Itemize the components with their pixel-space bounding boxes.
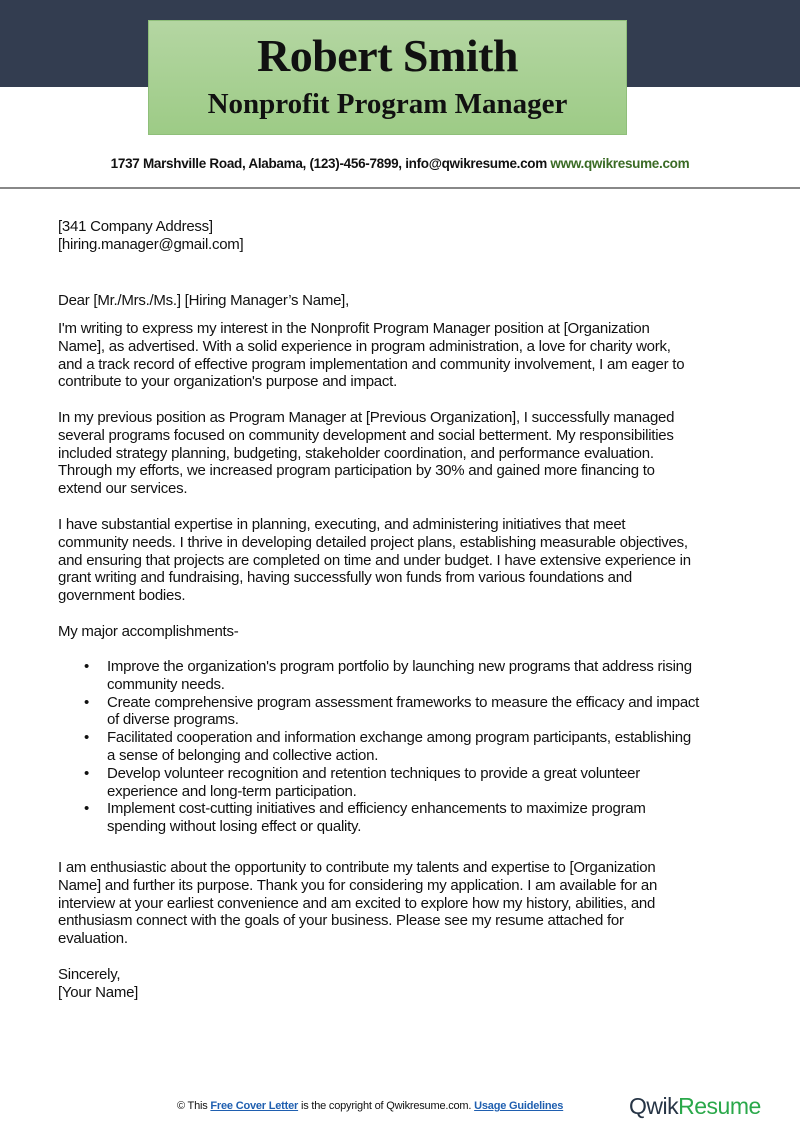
text-line: Through my efforts, we increased program participation by 30% and gained more financing to [58, 462, 655, 480]
text-line: [Your Name] [58, 983, 139, 1001]
text-line: a sense of belonging and collective action. [107, 746, 379, 764]
list-item [58, 765, 699, 801]
bullet-icon: • [84, 800, 90, 818]
bullet-icon: • [84, 764, 90, 782]
text-line: and a track record of effective program implementation and community involvement, I am eager to [58, 355, 685, 373]
accomplishments-heading [58, 623, 238, 641]
text-line: [hiring.manager@gmail.com] [58, 235, 244, 253]
usage-guidelines-link[interactable]: Usage Guidelines [474, 1100, 564, 1112]
contact-info: 1737 Marshville Road, Alabama, (123)-456-7899, info@qwikresume.com [110, 156, 547, 171]
footer-middle: is the copyright of Qwikresume.com. [298, 1100, 475, 1112]
recipient-block [58, 218, 243, 254]
candidate-name: Robert Smith [256, 30, 519, 81]
text-line: several programs focused on community development and social betterment. My responsibilities [58, 426, 674, 444]
text-line: In my previous position as Program Manager at [Previous Organization], I successfully managed [58, 409, 675, 426]
text-line: Implement cost-cutting initiatives and efficiency enhancements to maximize program [107, 800, 646, 818]
text-line: I'm writing to express my interest in the Nonprofit Program Manager position at [Organization [58, 320, 650, 337]
text-line: government bodies. [58, 587, 186, 605]
salutation [58, 292, 349, 310]
free-cover-letter-link[interactable]: Free Cover Letter [210, 1100, 299, 1112]
text-line: Improve the organization's program portfolio by launching new programs that address rising [107, 658, 692, 675]
bullet-icon: • [84, 658, 90, 675]
footer [177, 1100, 563, 1112]
bullet-icon: • [84, 693, 90, 711]
list-item [58, 729, 699, 765]
text-line: experience and long-term participation. [107, 782, 357, 800]
footer-prefix: © This [177, 1100, 211, 1112]
text-line: Dear [Mr./Mrs./Ms.] [Hiring Manager’s Name], [58, 292, 350, 309]
paragraph-1 [58, 320, 684, 391]
qwikresume-logo [629, 1093, 761, 1120]
text-line: Facilitated cooperation and information exchange among program participants, establishing [107, 729, 691, 747]
logo-part-2: Resume [678, 1093, 761, 1119]
text-line: community needs. [107, 675, 225, 693]
text-line: I am enthusiastic about the opportunity to contribute my talents and expertise to [Organization [58, 859, 656, 876]
job-title: Nonprofit Program Manager [207, 88, 568, 120]
text-line: I have substantial expertise in planning, executing, and administering initiatives that meet [58, 516, 626, 533]
text-line: enthusiasm connect with the goals of your business. Please see my resume attached for [58, 912, 624, 930]
text-line: Name] and further its purpose. Thank you for considering my application. I am available for an [58, 876, 658, 894]
paragraph-3 [58, 516, 691, 605]
text-line: Sincerely, [58, 966, 121, 983]
list-item [58, 658, 699, 694]
text-line: interview at your earliest convenience and am excited to explore how my history, abilities, and [58, 894, 656, 912]
text-line: evaluation. [58, 930, 128, 948]
text-line: My major accomplishments- [58, 623, 239, 640]
accomplishments-list [58, 658, 699, 836]
list-item [58, 800, 699, 836]
text-line: community needs. I thrive in developing detailed project plans, establishing measurable objectives, [58, 533, 688, 551]
text-line: grant writing and fundraising, having successfully won funds from various foundations and [58, 569, 632, 587]
contact-line [0, 156, 800, 171]
text-line: included strategy planning, budgeting, stakeholder coordination, and performance evaluation. [58, 444, 654, 462]
text-line: Name], as advertised. With a solid experience in program administration, a love for charity work, [58, 337, 671, 355]
text-line: Create comprehensive program assessment frameworks to measure the efficacy and impact [107, 693, 700, 711]
divider [0, 187, 800, 189]
website-link[interactable]: www.qwikresume.com [550, 156, 690, 171]
text-line: [341 Company Address] [58, 218, 213, 235]
bullet-icon: • [84, 729, 90, 747]
text-line: contribute to your organization's purpose and impact. [58, 373, 397, 391]
text-line: and ensuring that projects are completed on time and under budget. I have extensive experience in [58, 551, 691, 569]
text-line: of diverse programs. [107, 711, 239, 729]
paragraph-4 [58, 859, 657, 948]
logo-part-1: Qwik [629, 1093, 679, 1119]
text-line: extend our services. [58, 480, 188, 498]
paragraph-2 [58, 409, 674, 498]
text-line: Develop volunteer recognition and retention techniques to provide a great volunteer [107, 764, 640, 782]
text-line: spending without losing effect or quality. [107, 818, 362, 836]
name-box [148, 20, 627, 135]
list-item [58, 694, 699, 730]
closing [58, 966, 138, 1002]
